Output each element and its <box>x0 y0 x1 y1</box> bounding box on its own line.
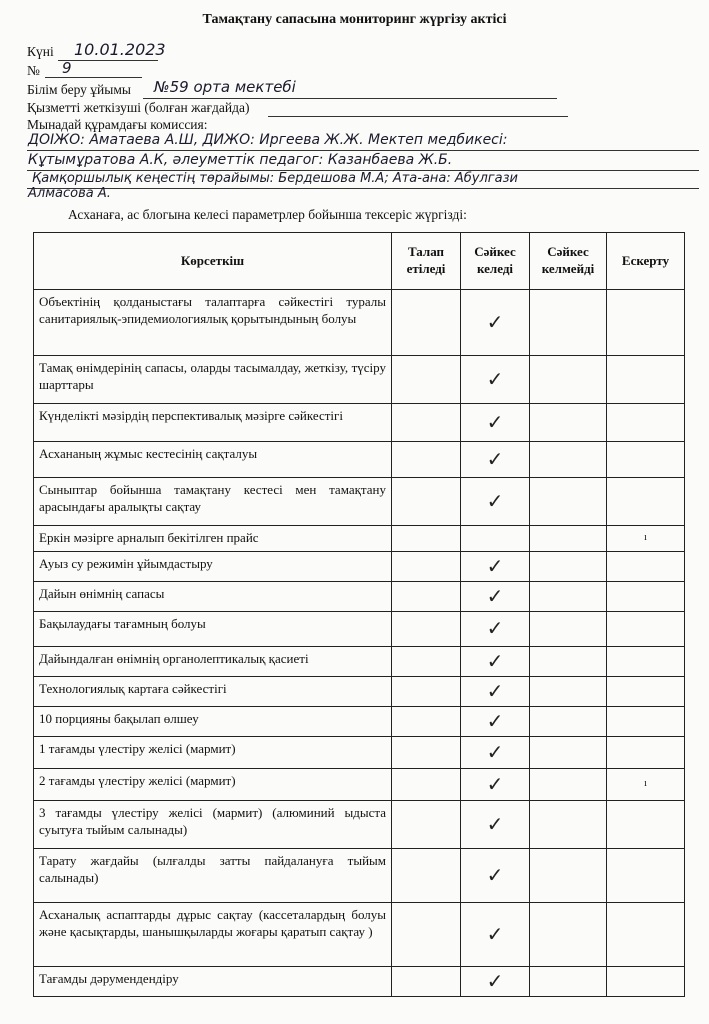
table-row <box>34 552 685 582</box>
not-matches-cell <box>530 849 607 903</box>
table-row <box>34 903 685 967</box>
note-cell <box>607 404 685 442</box>
indicator-cell: 10 порцияны бақылап өлшеу <box>34 707 392 737</box>
indicator-cell: Технологиялық картаға сәйкестігі <box>34 677 392 707</box>
not-matches-cell <box>530 582 607 612</box>
organization-value: №59 орта мектебі <box>154 78 296 96</box>
header-indicator: Көрсеткіш <box>34 233 392 290</box>
not-matches-cell <box>530 801 607 849</box>
table-row <box>34 582 685 612</box>
date-underline <box>58 60 158 61</box>
indicator-cell: 3 тағамды үлестіру желісі (мармит) (алюминий ыдыста суытуға тыйым салынады) <box>34 801 392 849</box>
header-improvement: Талап етіледі <box>392 233 461 290</box>
indicator-cell: Дайын өнімнің сапасы <box>34 582 392 612</box>
matches-cell: ✓ <box>461 582 530 612</box>
number-value: 9 <box>62 59 72 77</box>
commission-underline-3 <box>27 188 699 189</box>
improvement-cell <box>392 356 461 404</box>
matches-cell: ✓ <box>461 356 530 404</box>
date-label: Күні <box>27 44 54 59</box>
matches-cell: ✓ <box>461 801 530 849</box>
improvement-cell <box>392 404 461 442</box>
not-matches-cell <box>530 526 607 552</box>
commission-line-2: Кұтымұратова А.К, әлеуметтік педагог: Казанбаева Ж.Б. <box>28 152 453 168</box>
matches-cell: ✓ <box>461 404 530 442</box>
table-row <box>34 707 685 737</box>
note-cell <box>607 356 685 404</box>
note-cell <box>607 552 685 582</box>
commission-line-3: Қамқоршылық кеңестің төрайымы: Бердешова М.А; Ата-ана: Абулгази <box>32 171 518 186</box>
table-row <box>34 526 685 552</box>
note-cell <box>607 647 685 677</box>
table-row <box>34 647 685 677</box>
indicator-cell: Асханалық аспаптарды дұрыс сақтау (кассеталардың болуы және қасықтарды, шанышқыларды жоғары қаратып сақтау ) <box>34 903 392 967</box>
matches-cell: ✓ <box>461 769 530 801</box>
table-row <box>34 801 685 849</box>
improvement-cell <box>392 526 461 552</box>
not-matches-cell <box>530 290 607 356</box>
note-cell <box>607 737 685 769</box>
indicator-cell: 1 тағамды үлестіру желісі (мармит) <box>34 737 392 769</box>
not-matches-cell <box>530 356 607 404</box>
note-cell <box>607 849 685 903</box>
number-underline <box>45 77 142 78</box>
matches-cell: ✓ <box>461 849 530 903</box>
note-cell <box>607 612 685 647</box>
matches-cell: ✓ <box>461 737 530 769</box>
matches-cell: ✓ <box>461 442 530 478</box>
matches-cell <box>461 526 530 552</box>
note-cell <box>607 801 685 849</box>
table-row <box>34 849 685 903</box>
improvement-cell <box>392 647 461 677</box>
improvement-cell <box>392 677 461 707</box>
monitoring-table <box>33 232 685 997</box>
document-title: Тамақтану сапасына мониторинг жүргізу актісі <box>202 12 507 27</box>
matches-cell: ✓ <box>461 478 530 526</box>
header-matches: Сәйкес келеді <box>461 233 530 290</box>
not-matches-cell <box>530 677 607 707</box>
improvement-cell <box>392 442 461 478</box>
not-matches-cell <box>530 707 607 737</box>
note-cell <box>607 582 685 612</box>
improvement-cell <box>392 552 461 582</box>
improvement-cell <box>392 801 461 849</box>
not-matches-cell <box>530 737 607 769</box>
not-matches-cell <box>530 769 607 801</box>
not-matches-cell <box>530 478 607 526</box>
improvement-cell <box>392 967 461 997</box>
commission-underline-1 <box>27 150 699 151</box>
table-row <box>34 612 685 647</box>
indicator-cell: Объектінің қолданыстағы талаптарға сәйкестігі туралы санитариялық-эпидемиологиялық қорытындының болуы <box>34 290 392 356</box>
header-note: Ескерту <box>607 233 685 290</box>
note-cell: ı <box>607 769 685 801</box>
note-cell <box>607 707 685 737</box>
improvement-cell <box>392 612 461 647</box>
not-matches-cell <box>530 442 607 478</box>
improvement-cell <box>392 903 461 967</box>
improvement-cell <box>392 737 461 769</box>
matches-cell: ✓ <box>461 707 530 737</box>
table-row <box>34 677 685 707</box>
not-matches-cell <box>530 404 607 442</box>
commission-label: Мынадай құрамдағы комиссия: <box>27 117 208 132</box>
improvement-cell <box>392 769 461 801</box>
table-row <box>34 290 685 356</box>
note-cell: ı <box>607 526 685 552</box>
table-row <box>34 478 685 526</box>
matches-cell: ✓ <box>461 552 530 582</box>
matches-cell: ✓ <box>461 647 530 677</box>
table-row <box>34 404 685 442</box>
improvement-cell <box>392 478 461 526</box>
improvement-cell <box>392 707 461 737</box>
indicator-cell: Еркін мәзірге арналып бекітілген прайс <box>34 526 392 552</box>
not-matches-cell <box>530 967 607 997</box>
note-cell <box>607 677 685 707</box>
not-matches-cell <box>530 903 607 967</box>
table-row <box>34 737 685 769</box>
note-cell <box>607 478 685 526</box>
date-value: 10.01.2023 <box>74 40 166 59</box>
matches-cell: ✓ <box>461 612 530 647</box>
matches-cell: ✓ <box>461 903 530 967</box>
commission-line-1: ДОІЖО: Аматаева А.Ш, ДИЖО: Иргеева Ж.Ж. Мектеп медбикесі: <box>28 132 508 148</box>
indicator-cell: Бақылаудағы тағамның болуы <box>34 612 392 647</box>
indicator-cell: Күнделікті мәзірдің перспективалық мәзірге сәйкестігі <box>34 404 392 442</box>
improvement-cell <box>392 582 461 612</box>
indicator-cell: Тағамды дәрумендендіру <box>34 967 392 997</box>
indicator-cell: Асхананың жұмыс кестесінің сақталуы <box>34 442 392 478</box>
indicator-cell: Дайындалған өнімнің органолептикалық қасиеті <box>34 647 392 677</box>
table-row <box>34 442 685 478</box>
commission-line-4: Алмасова А. <box>28 186 111 201</box>
not-matches-cell <box>530 552 607 582</box>
table-row <box>34 967 685 997</box>
indicator-cell: Ауыз су режимін ұйымдастыру <box>34 552 392 582</box>
organization-label: Білім беру ұйымы <box>27 82 131 97</box>
table-row <box>34 356 685 404</box>
improvement-cell <box>392 849 461 903</box>
note-cell <box>607 442 685 478</box>
header-not-matches: Сәйкес келмейді <box>530 233 607 290</box>
table-row <box>34 769 685 801</box>
intro-text: Асханаға, ас блогына келесі параметрлер бойынша тексеріс жүргізді: <box>68 207 467 222</box>
note-cell <box>607 290 685 356</box>
improvement-cell <box>392 290 461 356</box>
indicator-cell: Тамақ өнімдерінің сапасы, оларды тасымалдау, жеткізу, түсіру шарттары <box>34 356 392 404</box>
number-label: № <box>27 63 40 78</box>
not-matches-cell <box>530 612 607 647</box>
matches-cell: ✓ <box>461 967 530 997</box>
organization-underline <box>143 98 557 99</box>
note-cell <box>607 903 685 967</box>
supplier-label: Қызметті жеткізуші (болған жағдайда) <box>27 100 250 115</box>
matches-cell: ✓ <box>461 290 530 356</box>
matches-cell: ✓ <box>461 677 530 707</box>
not-matches-cell <box>530 647 607 677</box>
indicator-cell: Сыныптар бойынша тамақтану кестесі мен тамақтану арасындағы аралықты сақтау <box>34 478 392 526</box>
supplier-underline <box>268 116 568 117</box>
indicator-cell: 2 тағамды үлестіру желісі (мармит) <box>34 769 392 801</box>
indicator-cell: Тарату жағдайы (ылғалды затты пайдалануға тыйым салынады) <box>34 849 392 903</box>
note-cell <box>607 967 685 997</box>
